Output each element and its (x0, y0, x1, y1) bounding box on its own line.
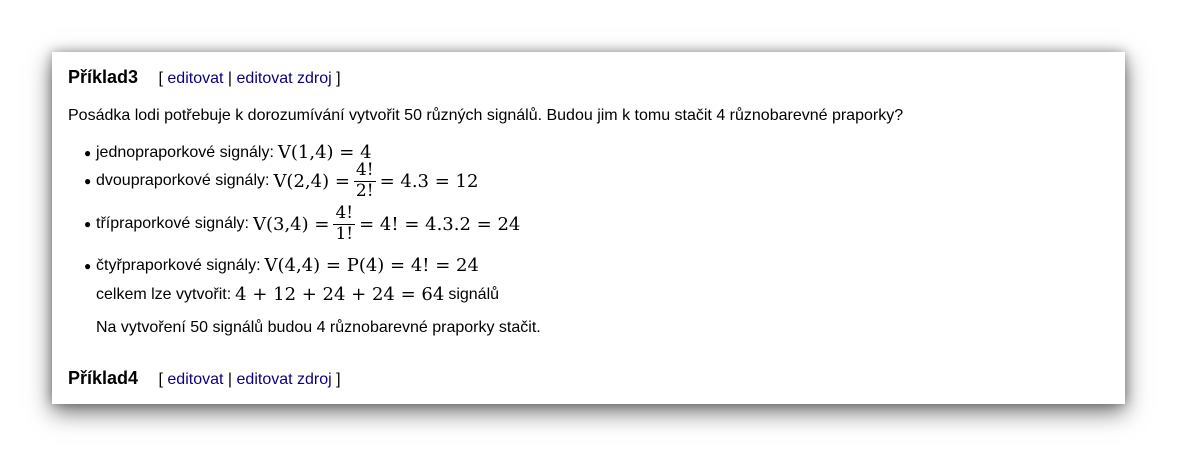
example4-heading (68, 368, 341, 389)
example3-edit-links (159, 70, 341, 87)
math-formula: V(4,4) = P(4) = 4! = 24 (264, 255, 479, 276)
content-card (52, 52, 1125, 404)
example3-title: Příklad3 (68, 67, 139, 87)
fraction-numerator: 4! (335, 203, 354, 223)
math-suffix: = 4.3 = 12 (379, 170, 479, 192)
example4-edit-link[interactable]: editovat (167, 371, 224, 388)
article-content (68, 52, 1125, 404)
fraction-numerator: 4! (355, 160, 374, 180)
list-item-double-flag (84, 160, 479, 201)
list-item-label: dvoupraporkové signály: (96, 172, 270, 190)
total-line (96, 284, 499, 305)
example3-edit-link[interactable]: editovat (167, 70, 224, 87)
bullet-icon: ● (84, 258, 92, 273)
math-fraction (354, 162, 376, 201)
conclusion-text: Na vytvoření 50 signálů budou 4 různobarevné praporky stačit. (96, 319, 541, 336)
math-prefix: V(2,4) = (273, 170, 350, 192)
math-formula (253, 205, 520, 244)
bullet-icon: ● (84, 145, 92, 160)
math-fraction (333, 205, 355, 244)
example3-heading (68, 67, 341, 88)
list-item-label: třípraporkové signály: (96, 215, 249, 233)
example4-edit-links (159, 371, 341, 388)
example4-title: Příklad4 (68, 368, 139, 388)
fraction-denominator: 2! (355, 180, 374, 201)
problem-text: Posádka lodi potřebuje k dorozumívání vytvořit 50 různých signálů. Budou jim k tomu stačit 4 různobarevné praporky? (68, 107, 904, 124)
bullet-icon: ● (84, 217, 92, 232)
bracket-open: [ (158, 371, 163, 388)
total-label: celkem lze vytvořit: (96, 285, 232, 303)
list-item-triple-flag (84, 203, 521, 244)
example4-edit-source-link[interactable]: editovat zdroj (236, 371, 332, 388)
list-item-single-flag (84, 142, 372, 163)
list-item-label: jednopraporkové signály: (96, 143, 274, 161)
example3-edit-source-link[interactable]: editovat zdroj (236, 70, 332, 87)
bracket-close: ] (336, 371, 341, 388)
fraction-denominator: 1! (335, 223, 354, 244)
total-suffix: signálů (448, 285, 500, 303)
math-formula: V(1,4) = 4 (277, 142, 372, 163)
separator: | (227, 70, 233, 87)
list-item-label: čtyřpraporkové signály: (96, 256, 261, 274)
separator: | (227, 371, 233, 388)
bracket-close: ] (336, 70, 341, 87)
math-prefix: V(3,4) = (252, 213, 330, 235)
bullet-icon: ● (84, 174, 92, 189)
math-formula (273, 162, 478, 201)
total-formula: 4 + 12 + 24 + 24 = 64 (235, 284, 445, 305)
bracket-open: [ (158, 70, 163, 87)
math-suffix: = 4! = 4.3.2 = 24 (359, 213, 521, 235)
list-item-quad-flag (84, 255, 479, 276)
